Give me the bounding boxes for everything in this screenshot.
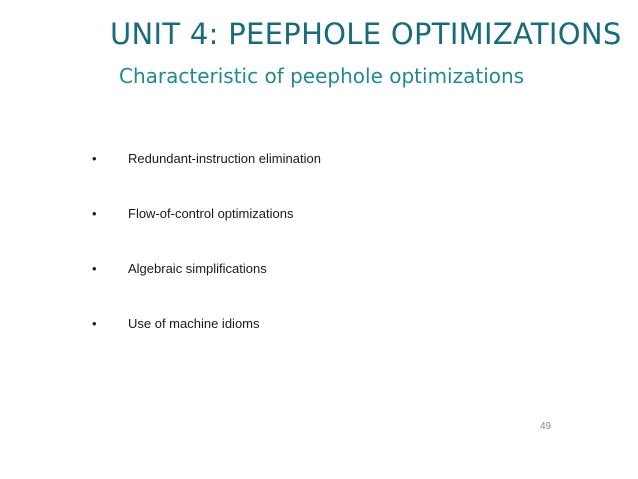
page-number: 49 [540, 421, 552, 432]
bullet-dot-icon: • [92, 206, 97, 221]
bullet-dot-icon: • [92, 316, 97, 331]
bullet-text: Redundant-instruction elimination [128, 151, 321, 166]
slide-subtitle: Characteristic of peephole optimizations [119, 64, 525, 88]
bullet-item [92, 149, 422, 169]
bullet-text: Algebraic simplifications [128, 261, 267, 276]
bullet-text: Use of machine idioms [128, 316, 260, 331]
slide-title: UNIT 4: PEEPHOLE OPTIMIZATIONS [110, 17, 622, 51]
bullet-item [92, 204, 422, 224]
bullet-dot-icon: • [92, 151, 97, 166]
bullet-text: Flow-of-control optimizations [128, 206, 294, 221]
bullet-dot-icon: • [92, 261, 97, 276]
bullet-item [92, 314, 422, 334]
bullet-item [92, 259, 422, 279]
